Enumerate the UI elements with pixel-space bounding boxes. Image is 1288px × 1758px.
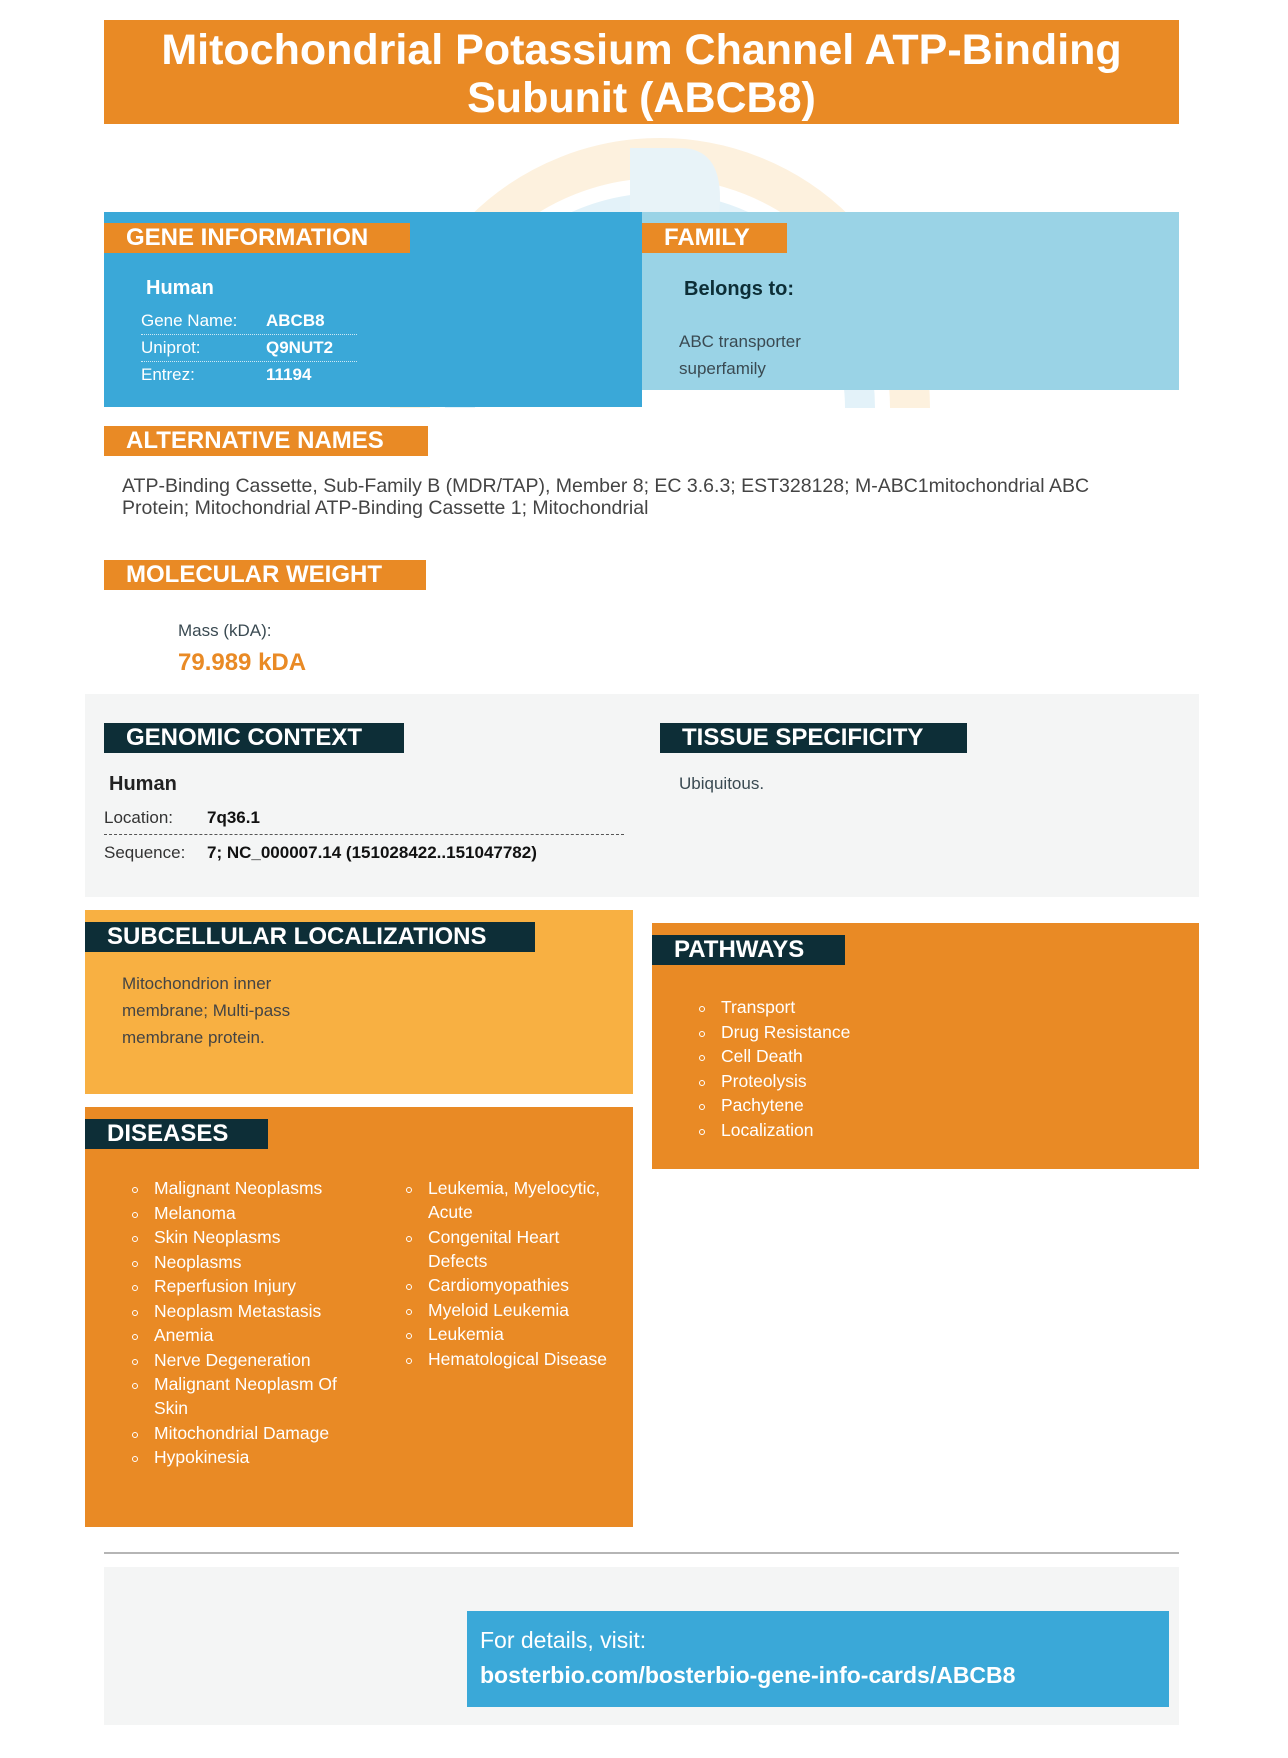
- page-title: [104, 20, 1179, 124]
- disease-item-leukemia: [404, 1322, 629, 1346]
- uniprot-value: Q9NUT2: [266, 338, 334, 357]
- genomic-species: Human: [109, 773, 177, 795]
- diseases-header: DISEASES: [85, 1119, 268, 1149]
- gene-name-label: Gene Name:: [141, 311, 238, 330]
- details-url-link[interactable]: bosterbio.com/bosterbio-gene-info-cards/ABCB8: [480, 1662, 1016, 1688]
- entrez-label: Entrez:: [141, 365, 195, 384]
- disease-item-line: Defects: [428, 1250, 488, 1271]
- disease-item-leukemia-myelocytic-acute: [404, 1176, 629, 1224]
- disease-item-mitochondrial-damage: [130, 1421, 360, 1445]
- alternative-names-text: [122, 475, 1182, 519]
- disease-item-line: Mitochondrial Damage: [154, 1422, 330, 1443]
- disease-item-malignant-neoplasm-of-skin: [130, 1372, 360, 1420]
- subcellular-line-1: Mitochondrion inner: [122, 974, 272, 993]
- disease-item-line: Skin Neoplasms: [154, 1227, 281, 1247]
- pathway-item-transport: Transport: [697, 995, 850, 1020]
- gene-information-header: GENE INFORMATION: [104, 223, 410, 253]
- diseases-column-2: [404, 1176, 629, 1371]
- disease-item-line: Nerve Degeneration: [154, 1349, 311, 1370]
- subcellular-localizations-text: [122, 970, 290, 1051]
- family-line-1: ABC transporter: [679, 332, 801, 351]
- location-label: Location:: [104, 808, 173, 827]
- gene-name-value: ABCB8: [266, 311, 325, 330]
- entrez-value: 11194: [266, 365, 312, 384]
- disease-item-line: Hematological Disease: [428, 1348, 607, 1369]
- location-value: 7q36.1: [207, 808, 260, 827]
- disease-item-line: Neoplasms: [154, 1251, 242, 1272]
- uniprot-label: Uniprot:: [141, 338, 201, 357]
- disease-item-line: Neoplasm Metastasis: [154, 1300, 322, 1321]
- diseases-column-1: [130, 1176, 360, 1470]
- disease-item-line: Skin: [154, 1398, 189, 1418]
- alternative-names-line-1: ATP-Binding Cassette, Sub-Family B (MDR/TAP), Member 8; EC 3.6.3; EST328128; M-ABC1mitochondrial ABC: [122, 475, 1090, 497]
- subcellular-line-2: membrane; Multi-pass: [122, 1001, 291, 1020]
- disease-item-nerve-degeneration: [130, 1348, 360, 1372]
- disease-item-line: Reperfusion Injury: [154, 1276, 297, 1296]
- pathway-item-proteolysis: Proteolysis: [697, 1069, 850, 1094]
- tissue-specificity-text: Ubiquitous.: [679, 774, 765, 793]
- genomic-context-panel: [85, 694, 1199, 897]
- family-panel: [642, 212, 1179, 390]
- genomic-context-header: GENOMIC CONTEXT: [104, 723, 404, 753]
- disease-item-line: Acute: [428, 1202, 473, 1222]
- subcellular-localizations-panel: [85, 910, 633, 1094]
- title-line-2: Subunit (ABCB8): [467, 74, 816, 122]
- pathway-item-pachytene: Pachytene: [697, 1093, 850, 1118]
- location-row: [104, 808, 624, 835]
- disease-item-line: Leukemia, Myelocytic,: [428, 1178, 601, 1198]
- molecular-weight-header: MOLECULAR WEIGHT: [104, 560, 426, 590]
- entrez-row: [141, 362, 357, 389]
- title-line-1: Mitochondrial Potassium Channel ATP-Binding: [161, 26, 1122, 74]
- disease-item-line: Myeloid Leukemia: [428, 1299, 570, 1320]
- disease-item-hypokinesia: [130, 1445, 360, 1469]
- uniprot-row: [141, 335, 357, 362]
- disease-item-neoplasm-metastasis: [130, 1299, 360, 1323]
- mass-value: 79.989 kDA: [178, 649, 307, 676]
- pathways-header: PATHWAYS: [652, 935, 845, 965]
- subcellular-localizations-header: SUBCELLULAR LOCALIZATIONS: [85, 922, 535, 952]
- tissue-specificity-header: TISSUE SPECIFICITY: [660, 723, 967, 753]
- disease-item-line: Anemia: [154, 1325, 214, 1345]
- disease-item-malignant-neoplasms: [130, 1176, 360, 1200]
- details-link-box[interactable]: [467, 1611, 1169, 1707]
- disease-item-line: Congenital Heart: [428, 1226, 560, 1247]
- disease-item-line: Leukemia: [428, 1324, 504, 1344]
- belongs-to-label: Belongs to:: [684, 278, 794, 300]
- disease-item-myeloid-leukemia: [404, 1298, 629, 1322]
- footer-divider: [104, 1552, 1179, 1554]
- disease-item-melanoma: [130, 1201, 360, 1225]
- sequence-value: 7; NC_000007.14 (151028422..151047782): [207, 843, 537, 862]
- disease-item-line: Melanoma: [154, 1202, 236, 1223]
- details-label: For details, visit:: [480, 1627, 647, 1653]
- pathways-list: [697, 995, 850, 1142]
- gene-species: Human: [146, 277, 214, 299]
- pathway-item-drug-resistance: Drug Resistance: [697, 1020, 850, 1045]
- disease-item-line: Cardiomyopathies: [428, 1275, 570, 1295]
- disease-item-hematological-disease: [404, 1347, 629, 1371]
- disease-item-cardiomyopathies: [404, 1273, 629, 1297]
- disease-item-reperfusion-injury: [130, 1274, 360, 1298]
- pathway-item-cell-death: Cell Death: [697, 1044, 850, 1069]
- pathways-panel: [652, 923, 1199, 1169]
- alternative-names-line-2: Protein; Mitochondrial ATP-Binding Cassette 1; Mitochondrial: [122, 497, 649, 519]
- disease-item-congenital-heart-defects: [404, 1225, 629, 1273]
- diseases-panel: [85, 1107, 633, 1527]
- mass-label: Mass (kDA):: [178, 621, 272, 640]
- disease-item-skin-neoplasms: [130, 1225, 360, 1249]
- disease-item-line: Malignant Neoplasms: [154, 1178, 323, 1198]
- gene-name-row: [141, 308, 357, 335]
- pathway-item-localization: Localization: [697, 1118, 850, 1143]
- family-line-2: superfamily: [679, 359, 766, 378]
- alternative-names-header: ALTERNATIVE NAMES: [104, 426, 428, 456]
- gene-information-panel: [104, 212, 642, 407]
- disease-item-anemia: [130, 1323, 360, 1347]
- family-header: FAMILY: [642, 223, 787, 253]
- subcellular-line-3: membrane protein.: [122, 1028, 265, 1047]
- sequence-label: Sequence:: [104, 843, 186, 862]
- family-text: [679, 328, 801, 382]
- disease-item-line: Hypokinesia: [154, 1447, 250, 1467]
- disease-item-line: Malignant Neoplasm Of: [154, 1374, 337, 1394]
- disease-item-neoplasms: [130, 1250, 360, 1274]
